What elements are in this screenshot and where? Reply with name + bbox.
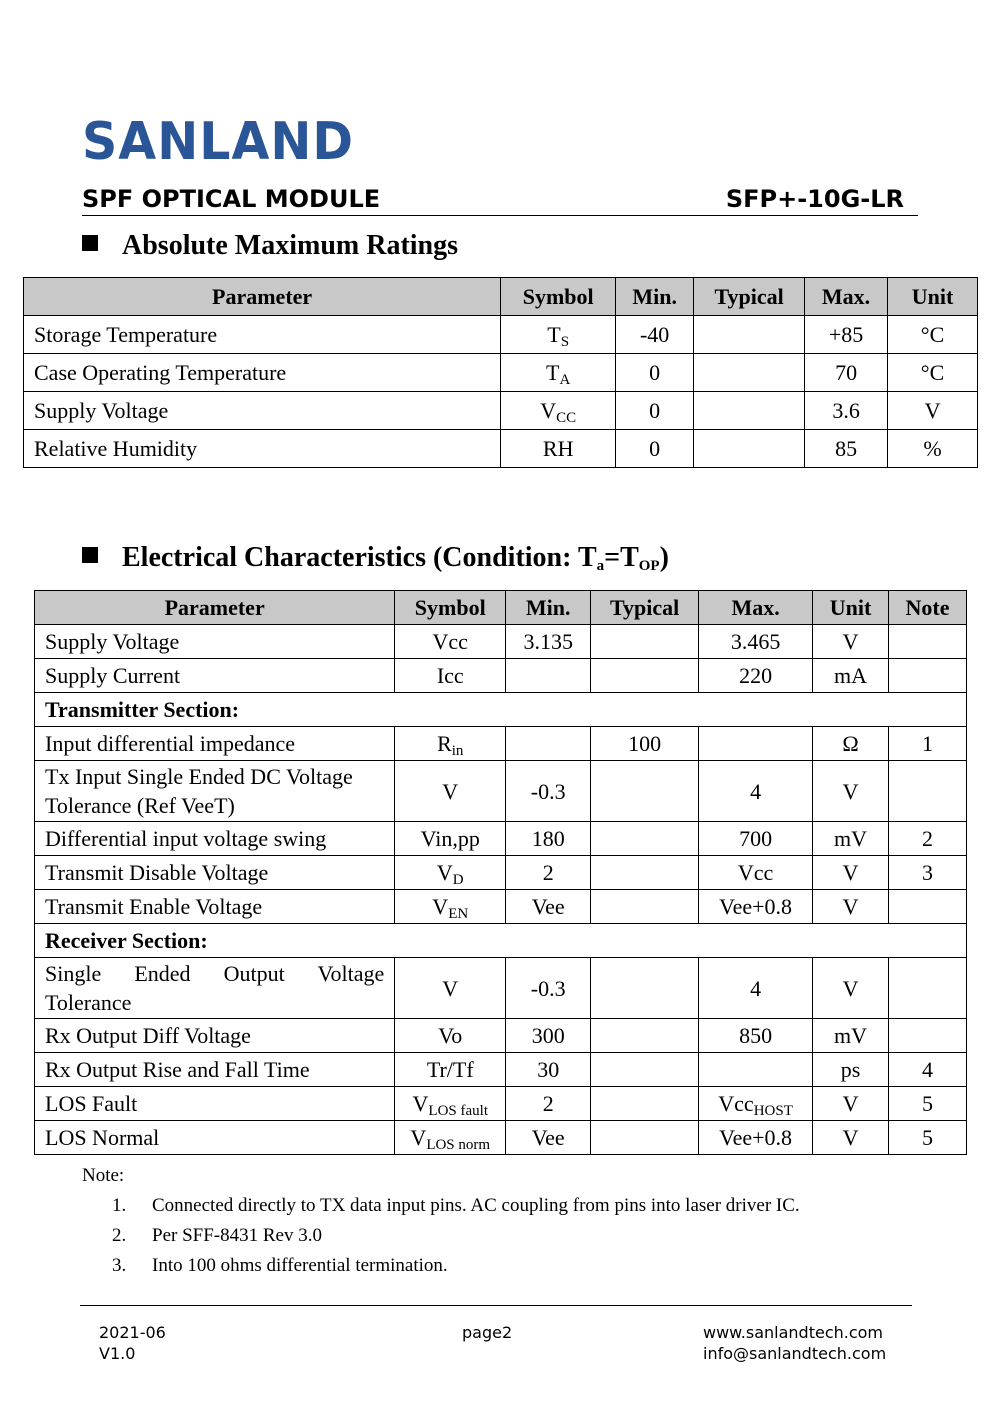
- parameter-cell: Transmit Enable Voltage: [35, 890, 395, 924]
- unit-cell: ps: [813, 1053, 889, 1087]
- symbol-subscript: LOS norm: [426, 1137, 491, 1153]
- note-cell: 1: [889, 727, 967, 761]
- table-row: [35, 1087, 967, 1121]
- table-row: [35, 1019, 967, 1053]
- max-cell: +85: [805, 316, 888, 354]
- column-header: Min.: [616, 278, 694, 316]
- symbol-cell: [501, 392, 616, 430]
- min-cell: 2: [506, 1087, 591, 1121]
- symbol-text: V: [442, 975, 459, 1001]
- column-header: Min.: [506, 591, 591, 625]
- footer-version: V1.0: [99, 1344, 136, 1363]
- note-text: Connected directly to TX data input pins. AC coupling from pins into laser driver IC.: [152, 1195, 800, 1216]
- table-row: [35, 659, 967, 693]
- parameter-cell: Tx Input Single Ended DC Voltage Tolerance (Ref VeeT): [35, 761, 395, 822]
- parameter-cell: LOS Normal: [35, 1121, 395, 1155]
- page-number: page2: [462, 1323, 513, 1342]
- max-cell: [699, 659, 813, 693]
- parameter-cell: Transmit Disable Voltage: [35, 856, 395, 890]
- note-cell: [889, 958, 967, 1019]
- column-header: Typical: [591, 591, 699, 625]
- notes-section: [82, 1165, 800, 1285]
- table-header-row: [35, 591, 967, 625]
- square-bullet-icon: [82, 547, 98, 563]
- symbol-cell: [501, 430, 616, 468]
- max-text: Vee+0.8: [719, 1125, 793, 1150]
- min-cell: -40: [616, 316, 694, 354]
- max-cell: [699, 890, 813, 924]
- max-cell: [699, 727, 813, 761]
- symbol-text: Vcc: [432, 629, 468, 654]
- min-cell: 0: [616, 392, 694, 430]
- max-cell: [699, 1087, 813, 1121]
- max-cell: [699, 1053, 813, 1087]
- unit-cell: mV: [813, 1019, 889, 1053]
- symbol-text: T: [547, 321, 561, 347]
- symbol-text: V: [442, 778, 459, 804]
- symbol-cell: [395, 1019, 506, 1053]
- unit-cell: V: [813, 958, 889, 1019]
- max-cell: 70: [805, 354, 888, 392]
- note-cell: [889, 890, 967, 924]
- max-text: Vee+0.8: [719, 894, 793, 919]
- table-row: [35, 727, 967, 761]
- parameter-cell: Input differential impedance: [35, 727, 395, 761]
- table-row: [24, 354, 978, 392]
- min-cell: Vee: [506, 1121, 591, 1155]
- typical-cell: [591, 822, 699, 856]
- unit-cell: V: [813, 625, 889, 659]
- table-row: [35, 761, 967, 822]
- parameter-cell: Single Ended Output Voltage Tolerance: [35, 958, 395, 1019]
- symbol-text: V: [436, 860, 453, 885]
- note-number: 3.: [112, 1255, 127, 1276]
- column-header: Max.: [699, 591, 813, 625]
- column-header: Parameter: [24, 278, 501, 316]
- symbol-cell: [395, 727, 506, 761]
- unit-cell: V: [813, 1087, 889, 1121]
- min-cell: [506, 659, 591, 693]
- max-text: 4: [750, 975, 762, 1001]
- max-cell: [699, 625, 813, 659]
- parameter-cell: Supply Current: [35, 659, 395, 693]
- typical-cell: [694, 354, 805, 392]
- table-row: [35, 856, 967, 890]
- min-cell: 3.135: [506, 625, 591, 659]
- column-header: Unit: [813, 591, 889, 625]
- unit-cell: V: [813, 856, 889, 890]
- symbol-subscript: S: [560, 333, 570, 350]
- max-cell: [699, 761, 813, 822]
- note-item: [82, 1255, 800, 1285]
- symbol-subscript: EN: [448, 906, 469, 922]
- note-cell: 4: [889, 1053, 967, 1087]
- typical-cell: [591, 1121, 699, 1155]
- symbol-cell: [395, 822, 506, 856]
- note-cell: 5: [889, 1087, 967, 1121]
- unit-cell: °C: [888, 316, 978, 354]
- max-text: 700: [739, 826, 773, 851]
- max-cell: [699, 958, 813, 1019]
- footer-left: [99, 1322, 166, 1364]
- table-row: [35, 958, 967, 1019]
- symbol-text: V: [432, 894, 449, 919]
- column-header: Parameter: [35, 591, 395, 625]
- note-cell: [889, 659, 967, 693]
- typical-cell: [591, 958, 699, 1019]
- symbol-subscript: LOS fault: [428, 1103, 488, 1119]
- table-row: [24, 430, 978, 468]
- min-cell: 30: [506, 1053, 591, 1087]
- table-header-row: [24, 278, 978, 316]
- footer-right: [703, 1322, 886, 1364]
- section-row: [35, 693, 967, 727]
- max-text: 4: [750, 778, 762, 804]
- absolute-ratings-table: [23, 277, 978, 468]
- symbol-text: V: [540, 397, 557, 423]
- typical-cell: [591, 761, 699, 822]
- parameter-cell: Differential input voltage swing: [35, 822, 395, 856]
- unit-cell: %: [888, 430, 978, 468]
- unit-cell: V: [813, 890, 889, 924]
- typical-cell: [591, 890, 699, 924]
- parameter-cell: Case Operating Temperature: [24, 354, 501, 392]
- max-text: Vcc: [737, 860, 774, 885]
- max-text: 3.465: [730, 629, 781, 654]
- unit-cell: Ω: [813, 727, 889, 761]
- note-item: [82, 1195, 800, 1225]
- note-cell: [889, 625, 967, 659]
- column-header: Symbol: [395, 591, 506, 625]
- note-cell: 3: [889, 856, 967, 890]
- typical-cell: [591, 1053, 699, 1087]
- note-cell: 5: [889, 1121, 967, 1155]
- footer-date: 2021-06: [99, 1323, 166, 1342]
- symbol-text: Tr/Tf: [426, 1057, 474, 1082]
- typical-cell: [694, 430, 805, 468]
- typical-cell: [591, 625, 699, 659]
- note-number: 1.: [112, 1195, 127, 1216]
- max-text: 220: [739, 663, 773, 688]
- min-cell: [506, 727, 591, 761]
- footer-email[interactable]: info@sanlandtech.com: [703, 1344, 887, 1363]
- symbol-cell: [395, 1087, 506, 1121]
- symbol-cell: [395, 659, 506, 693]
- min-cell: 2: [506, 856, 591, 890]
- symbol-text: R: [437, 731, 452, 756]
- max-cell: [699, 1121, 813, 1155]
- elec-title-sub-op: OP: [638, 558, 660, 574]
- square-bullet-icon: [82, 235, 98, 251]
- min-cell: 0: [616, 430, 694, 468]
- brand-logo: SANLAND: [82, 112, 355, 172]
- table-row: [35, 1053, 967, 1087]
- symbol-cell: [395, 1121, 506, 1155]
- column-header: Typical: [694, 278, 805, 316]
- symbol-cell: [395, 1053, 506, 1087]
- min-cell: 180: [506, 822, 591, 856]
- elec-title-mid: =T: [604, 542, 639, 573]
- elec-title-pre: Electrical Characteristics (Condition: T: [122, 542, 597, 573]
- note-cell: [889, 1019, 967, 1053]
- symbol-subscript: A: [559, 371, 571, 388]
- typical-cell: [591, 856, 699, 890]
- symbol-cell: [501, 354, 616, 392]
- typical-cell: [694, 316, 805, 354]
- symbol-subscript: CC: [556, 409, 577, 426]
- unit-cell: °C: [888, 354, 978, 392]
- elec-title-sub-a: a: [596, 558, 605, 574]
- typical-cell: [591, 1019, 699, 1053]
- column-header: Max.: [805, 278, 888, 316]
- max-text: 850: [739, 1023, 773, 1048]
- max-cell: 85: [805, 430, 888, 468]
- parameter-cell: Supply Voltage: [35, 625, 395, 659]
- section-row: [35, 924, 967, 958]
- symbol-text: Icc: [436, 663, 464, 688]
- min-cell: 0: [616, 354, 694, 392]
- unit-cell: mA: [813, 659, 889, 693]
- parameter-cell: Storage Temperature: [24, 316, 501, 354]
- typical-cell: [591, 659, 699, 693]
- max-cell: [699, 822, 813, 856]
- typical-cell: 100: [591, 727, 699, 761]
- unit-cell: V: [813, 1121, 889, 1155]
- symbol-cell: [395, 761, 506, 822]
- abs-section-title-text: Absolute Maximum Ratings: [122, 230, 459, 261]
- footer-divider: [80, 1305, 912, 1306]
- unit-cell: V: [888, 392, 978, 430]
- min-cell: -0.3: [506, 761, 591, 822]
- symbol-cell: [395, 856, 506, 890]
- symbol-cell: [395, 958, 506, 1019]
- min-cell: -0.3: [506, 958, 591, 1019]
- symbol-cell: [395, 625, 506, 659]
- elec-title-post: ): [659, 542, 669, 573]
- parameter-cell: Relative Humidity: [24, 430, 501, 468]
- column-header: Note: [889, 591, 967, 625]
- max-cell: 3.6: [805, 392, 888, 430]
- min-cell: 300: [506, 1019, 591, 1053]
- table-row: [24, 316, 978, 354]
- symbol-subscript: in: [451, 743, 464, 759]
- notes-list: [82, 1195, 800, 1285]
- symbol-text: Vo: [438, 1023, 463, 1048]
- note-item: [82, 1225, 800, 1255]
- footer-website[interactable]: www.sanlandtech.com: [703, 1323, 884, 1342]
- max-subscript: HOST: [753, 1103, 793, 1119]
- document-title: SPF OPTICAL MODULE: [82, 185, 381, 213]
- symbol-text: V: [410, 1125, 427, 1150]
- column-header: Unit: [888, 278, 978, 316]
- min-cell: Vee: [506, 890, 591, 924]
- section-heading-cell: Receiver Section:: [35, 924, 967, 958]
- parameter-cell: Rx Output Diff Voltage: [35, 1019, 395, 1053]
- document-header: [82, 183, 918, 216]
- typical-cell: [591, 1087, 699, 1121]
- max-cell: [699, 856, 813, 890]
- parameter-cell: Rx Output Rise and Fall Time: [35, 1053, 395, 1087]
- symbol-cell: [395, 890, 506, 924]
- symbol-text: Vin,pp: [420, 826, 480, 851]
- elec-section-title: [82, 542, 669, 574]
- table-row: [24, 392, 978, 430]
- symbol-subscript: D: [452, 872, 464, 888]
- note-number: 2.: [112, 1225, 127, 1246]
- unit-cell: mV: [813, 822, 889, 856]
- abs-section-title: [82, 230, 458, 262]
- footer-page: [462, 1322, 512, 1343]
- unit-cell: V: [813, 761, 889, 822]
- symbol-text: RH: [542, 435, 574, 461]
- note-text: Into 100 ohms differential termination.: [152, 1255, 448, 1276]
- note-text: Per SFF-8431 Rev 3.0: [152, 1225, 322, 1246]
- note-cell: [889, 761, 967, 822]
- max-cell: [699, 1019, 813, 1053]
- symbol-text: V: [412, 1091, 429, 1116]
- column-header: Symbol: [501, 278, 616, 316]
- symbol-text: T: [546, 359, 560, 385]
- notes-heading: Note:: [82, 1165, 125, 1186]
- parameter-cell: LOS Fault: [35, 1087, 395, 1121]
- symbol-cell: [501, 316, 616, 354]
- model-number: SFP+-10G-LR: [725, 185, 904, 213]
- table-row: [35, 625, 967, 659]
- electrical-characteristics-table: [34, 590, 967, 1155]
- note-cell: 2: [889, 822, 967, 856]
- table-row: [35, 1121, 967, 1155]
- max-text: Vcc: [718, 1091, 754, 1116]
- table-row: [35, 890, 967, 924]
- parameter-cell: Supply Voltage: [24, 392, 501, 430]
- table-row: [35, 822, 967, 856]
- section-heading-cell: Transmitter Section:: [35, 693, 967, 727]
- typical-cell: [694, 392, 805, 430]
